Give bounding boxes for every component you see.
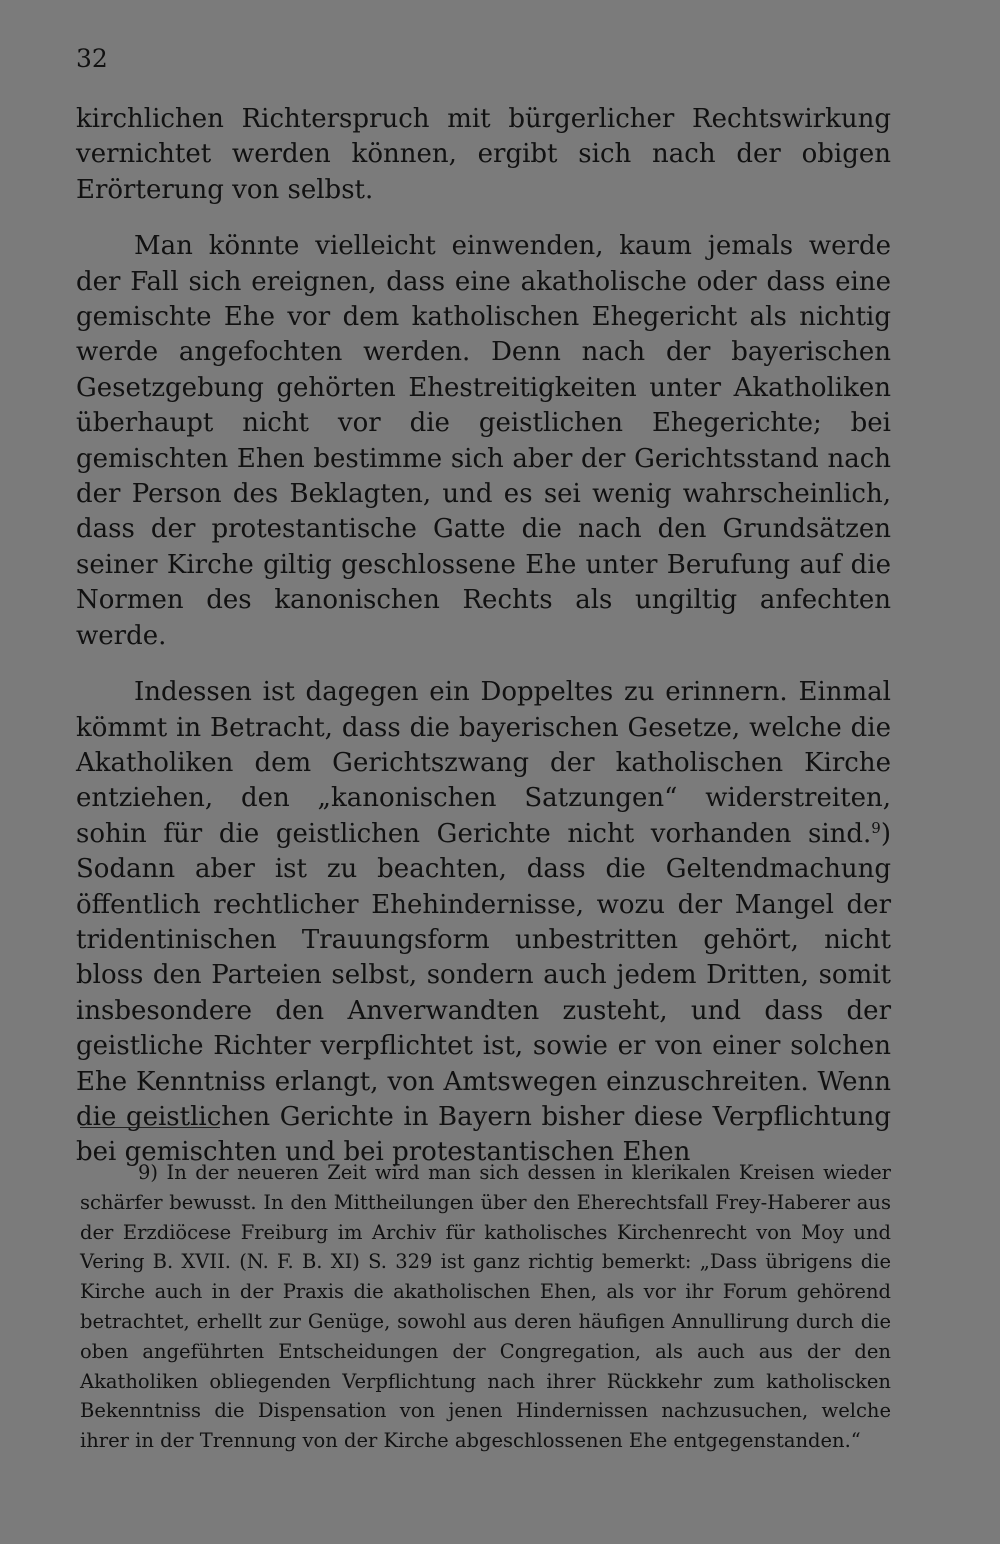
paragraph-rebuttal-text-1: Indessen ist dagegen ein Doppeltes zu erinnern. Einmal kömmt in Betracht, dass die bayerischen Gesetze, welche die Akatholiken dem Gerichtszwang der katholischen Kirche entziehen, den „kanonischen Satzungen“ widerstreiten, sohin für die geistlichen Gerichte nicht vorhanden sind. — [76, 677, 891, 849]
paragraph-rebuttal — [76, 675, 891, 1171]
footnote-9: 9) In der neueren Zeit wird man sich dessen in klerikalen Kreisen wieder schärfer bewusst. In den Mittheilungen über den Eherechtsfall Frey-Haberer aus der Erzdiöcese Freiburg im Archiv für katholisches Kirchenrecht von Moy und Vering B. XVII. (N. F. B. XI) S. 329 ist ganz richtig bemerkt: „Dass übrigens die Kirche auch in der Praxis die akatholischen Ehen, als vor ihr Forum gehörend betrachtet, erhellt zur Genüge, sowohl aus deren häufigen Annullirung durch die oben angeführten Entscheidungen der Congregation, als auch aus der den Akatholiken obliegenden Verpflichtung nach ihrer Rückkehr zum katholiscken Bekenntniss die Dispensation von jenen Hindernissen nachzusuchen, welche ihrer in der Trennung von der Kirche abgeschlossenen Ehe entgegenstanden.“ — [80, 1161, 891, 1453]
main-text — [76, 102, 891, 1171]
footnote-separator — [80, 1127, 220, 1128]
page-number: 32 — [76, 44, 108, 73]
paragraph-continuation: kirchlichen Richterspruch mit bürgerlicher Rechtswirkung vernichtet werden können, ergibt sich nach der obigen Erörterung von selbst. — [76, 104, 891, 205]
paragraph-rebuttal-text-2: ) Sodann aber ist zu beachten, dass die Geltendmachung öffentlich rechtlicher Ehehindernisse, wozu der Mangel der tridentinischen Trauungsform unbestritten gehört, nicht bloss den Parteien selbst, sondern auch jedem Dritten, somit insbesondere den Anverwandten zusteht, und dass der geistliche Richter verpflichtet ist, sowie er von einer solchen Ehe Kenntniss erlangt, von Amtswegen einzuschreiten. Wenn die geistlichen Gerichte in Bayern bisher diese Verpflichtung bei gemischten und bei protestantischen Ehen — [76, 818, 891, 1168]
paragraph-objection: Man könnte vielleicht einwenden, kaum jemals werde der Fall sich ereignen, dass eine akatholische oder dass eine gemischte Ehe vor dem katholischen Ehegericht als nichtig werde angefochten werden. Denn nach der bayerischen Gesetzgebung gehörten Ehestreitigkeiten unter Akatholiken überhaupt nicht vor die geistlichen Ehegerichte; bei gemischten Ehen bestimme sich aber der Gerichtsstand nach der Person des Beklagten, und es sei wenig wahrscheinlich, dass der protestantische Gatte die nach den Grundsätzen seiner Kirche giltig geschlossene Ehe unter Berufung auf die Normen des kanonischen Rechts als ungiltig anfechten werde. — [76, 231, 891, 651]
footnote-reference: 9 — [871, 818, 881, 837]
